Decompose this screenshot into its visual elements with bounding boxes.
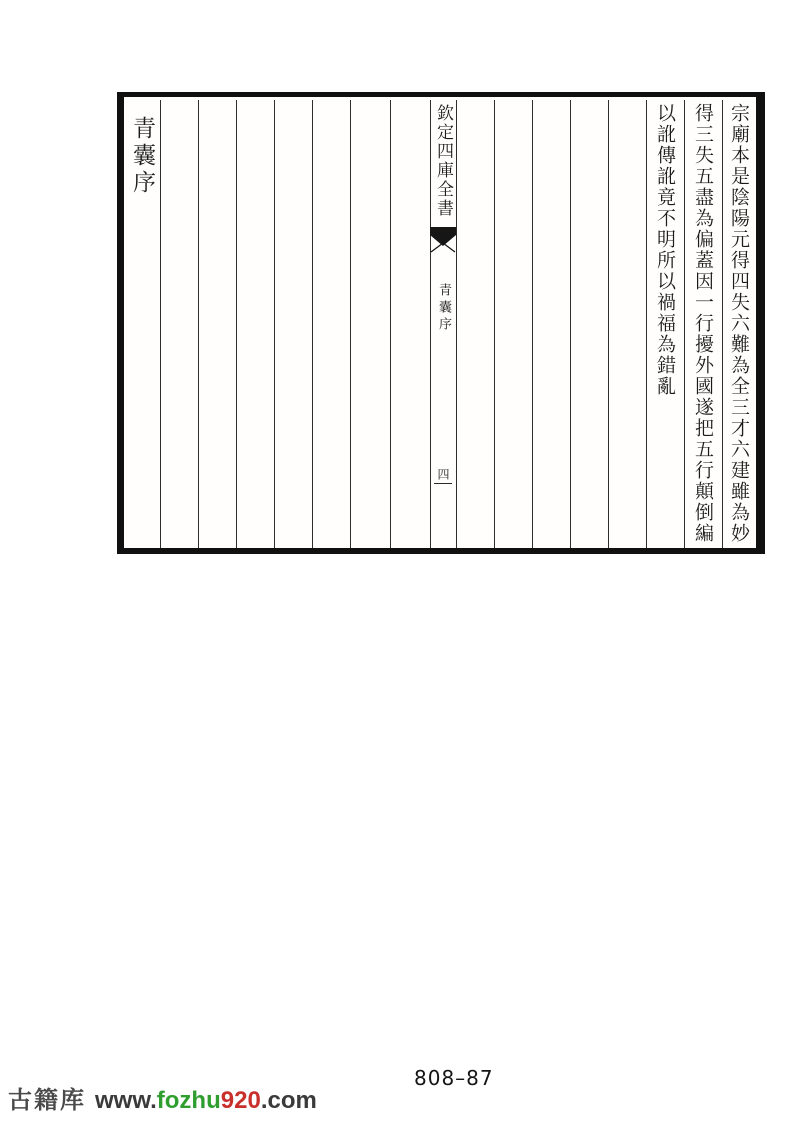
- column-divider-line: [160, 100, 161, 548]
- text-column-right-1: 宗廟本是陰陽元得四失六難為全三才六建雖為妙: [728, 103, 750, 544]
- print-page-number: 808–87: [414, 1066, 494, 1090]
- text-column-right-2: 得三失五盡為偏蓋因一行擾外國遂把五行顛倒編: [692, 103, 714, 544]
- column-divider-line: [312, 100, 313, 548]
- watermark-site-name: 古籍库: [8, 1087, 86, 1114]
- folio-underline: [434, 483, 452, 484]
- spine-book-title: 欽定四庫全書: [433, 104, 453, 218]
- book-frame: [117, 92, 765, 554]
- spine-folio-number: 四: [436, 468, 450, 480]
- column-divider-line: [532, 100, 533, 548]
- left-page-chapter-title: 青囊序: [129, 116, 155, 197]
- column-divider-line: [236, 100, 237, 548]
- column-divider-line: [608, 100, 609, 548]
- column-divider-line: [350, 100, 351, 548]
- column-divider-line: [390, 100, 391, 548]
- column-divider-line: [456, 100, 457, 548]
- column-divider-line: [198, 100, 199, 548]
- watermark-url-tld: .com: [260, 1087, 317, 1114]
- watermark: [8, 1080, 317, 1115]
- column-divider-line: [274, 100, 275, 548]
- text-column-right-3: 以訛傳訛竟不明所以禍福為錯亂: [654, 103, 676, 397]
- column-divider-line: [494, 100, 495, 548]
- watermark-url-www: www.: [95, 1087, 157, 1114]
- watermark-url-number: 920: [220, 1087, 261, 1114]
- spine-chapter-label: 青囊序: [436, 283, 451, 334]
- column-divider-line: [570, 100, 571, 548]
- watermark-url-domain: fozhu: [156, 1087, 221, 1114]
- fish-tail-ornament: [430, 227, 456, 255]
